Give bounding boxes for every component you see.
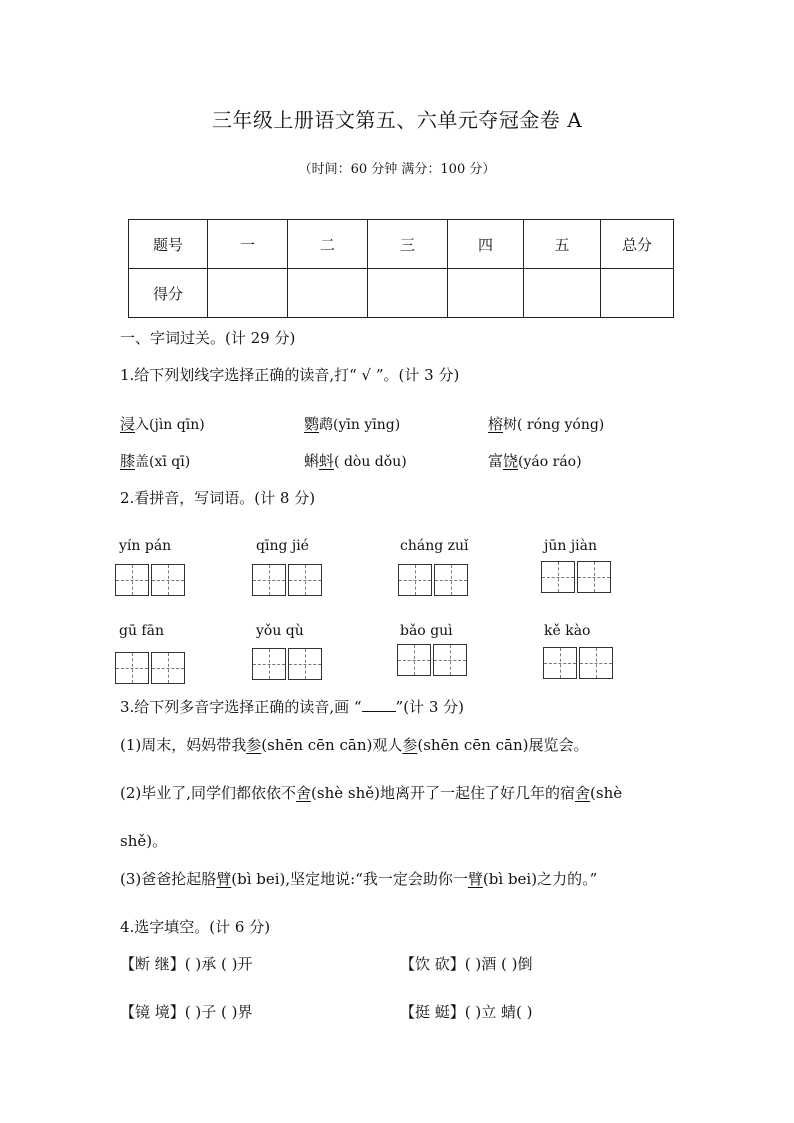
reading-item: 榕树( róng yóng) bbox=[488, 415, 605, 433]
table-cell: 得分 bbox=[129, 269, 208, 318]
writing-box[interactable] bbox=[397, 644, 431, 676]
sentence: (2)毕业了,同学们都依依不舍(shè shě)地离开了一起住了好几年的宿舍(shè bbox=[120, 784, 623, 802]
fill-in-item: 【镜 境】( )子 ( )界 bbox=[120, 1003, 253, 1021]
pinyin-label: yǒu qù bbox=[256, 623, 304, 639]
fill-in-item: 【断 继】( )承 ( )开 bbox=[120, 955, 253, 973]
reading-item: 膝盖(xī qī) bbox=[120, 452, 191, 470]
score-input-cell[interactable] bbox=[208, 269, 288, 318]
table-row-score bbox=[129, 269, 674, 318]
writing-box[interactable] bbox=[398, 564, 432, 596]
reading-item: 浸入(jìn qīn) bbox=[120, 415, 205, 433]
writing-box[interactable] bbox=[577, 561, 611, 593]
writing-box[interactable] bbox=[151, 564, 185, 596]
reading-item: 鹦鹉(yīn yīng) bbox=[304, 415, 401, 433]
question-prompt: 1.给下列划线字选择正确的读音,打“ √ ”。(计 3 分) bbox=[120, 366, 460, 384]
pinyin-label: gū fān bbox=[119, 623, 164, 639]
question-prompt: 3.给下列多音字选择正确的读音,画 “ ”(计 3 分) bbox=[120, 698, 464, 716]
underline-mark bbox=[362, 697, 396, 712]
pinyin-label: cháng zuǐ bbox=[400, 538, 469, 554]
score-input-cell[interactable] bbox=[288, 269, 368, 318]
question-prompt: 2.看拼音，写词语。(计 8 分) bbox=[120, 489, 316, 507]
writing-box[interactable] bbox=[541, 561, 575, 593]
sentence: (1)周末，妈妈带我参(shēn cēn cān)观人参(shēn cēn cān)展览会。 bbox=[120, 736, 589, 754]
pinyin-label: jūn jiàn bbox=[544, 538, 598, 554]
table-cell: 四 bbox=[448, 220, 524, 269]
reading-item: 蝌蚪( dòu dǒu) bbox=[304, 452, 407, 470]
exam-info: （时间：60 分钟 满分：100 分） bbox=[298, 162, 496, 177]
table-cell: 五 bbox=[524, 220, 601, 269]
page-title: 三年级上册语文第五、六单元夺冠金卷 A bbox=[211, 108, 583, 132]
fill-in-item: 【饮 砍】( )酒 ( )倒 bbox=[400, 955, 533, 973]
writing-box[interactable] bbox=[115, 564, 149, 596]
sentence-continuation: shě)。 bbox=[120, 832, 168, 850]
writing-box[interactable] bbox=[252, 564, 286, 596]
score-input-cell[interactable] bbox=[601, 269, 674, 318]
pinyin-label: yín pán bbox=[119, 538, 172, 554]
writing-box[interactable] bbox=[433, 644, 467, 676]
writing-box[interactable] bbox=[151, 652, 185, 684]
score-input-cell[interactable] bbox=[448, 269, 524, 318]
writing-box[interactable] bbox=[543, 647, 577, 679]
writing-box[interactable] bbox=[252, 648, 286, 680]
score-table bbox=[128, 219, 674, 318]
section-heading: 一、字词过关。(计 29 分) bbox=[120, 329, 296, 347]
table-cell: 总分 bbox=[601, 220, 674, 269]
table-cell: 题号 bbox=[129, 220, 208, 269]
question-prompt: 4.选字填空。(计 6 分) bbox=[120, 918, 271, 936]
writing-box[interactable] bbox=[115, 652, 149, 684]
pinyin-label: bǎo guì bbox=[400, 623, 453, 639]
sentence: (3)爸爸抡起胳臂(bì bei),坚定地说:“我一定会助你一臂(bì bei)之力的。” bbox=[120, 870, 598, 888]
fill-in-item: 【挺 蜓】( )立 蜻( ) bbox=[400, 1003, 533, 1021]
score-input-cell[interactable] bbox=[524, 269, 601, 318]
table-row-header bbox=[129, 220, 674, 269]
score-input-cell[interactable] bbox=[368, 269, 448, 318]
writing-box[interactable] bbox=[434, 564, 468, 596]
pinyin-label: kě kào bbox=[544, 623, 591, 639]
table-cell: 一 bbox=[208, 220, 288, 269]
writing-box[interactable] bbox=[288, 564, 322, 596]
writing-box[interactable] bbox=[579, 647, 613, 679]
pinyin-label: qīng jié bbox=[256, 538, 309, 554]
writing-box[interactable] bbox=[288, 648, 322, 680]
table-cell: 二 bbox=[288, 220, 368, 269]
table-cell: 三 bbox=[368, 220, 448, 269]
reading-item: 富饶(yáo ráo) bbox=[488, 452, 582, 470]
